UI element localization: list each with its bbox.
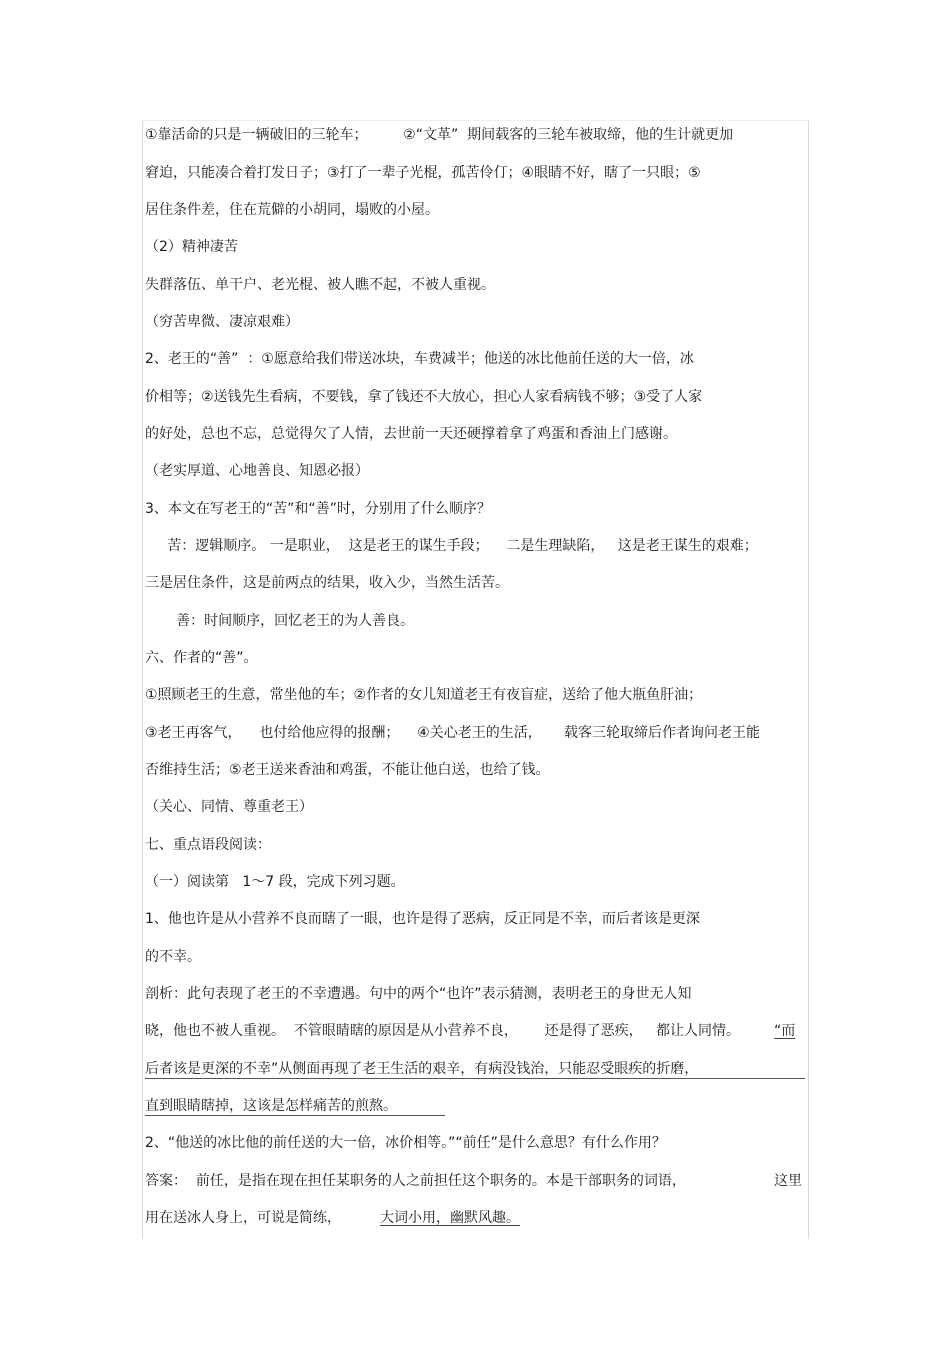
text-line: 的不幸。 [145,949,201,965]
text-line: 2、老王的“善” ：①愿意给我们带送冰块，车费减半；他送的冰比他前任送的大一倍，冰 [145,351,694,367]
text-line: 苦：逻辑顺序。 一是职业， 这是老王的谋生手段； 二是生理缺陷， 这是老王谋生的艰难； [145,538,758,554]
text-line: 居住条件差，住在荒僻的小胡同，塌败的小屋。 [145,202,439,218]
text-line: 否维持生活；⑤老王送来香油和鸡蛋，不能让他白送，也给了钱。 [145,762,550,778]
text-line: 三是居住条件，这是前两点的结果，收入少，当然生活苦。 [145,575,509,591]
subheading: （2）精神凄苦 [145,239,238,255]
text-line: 失群落伍、单干户、老光棍、被人瞧不起，不被人重视。 [145,277,495,293]
question-line: 3、本文在写老王的“苦”和“善”时，分别用了什么顺序？ [145,501,491,517]
underlined-text: 后者该是更深的不幸”从侧面再现了老王生活的艰辛，有病没钱治，只能忍受眼疾的折磨， [145,1061,699,1077]
question-line: 2、“他送的冰比他的前任送的大一倍，冰价相等。”“前任”是什么意思？有什么作用？ [145,1135,666,1151]
summary-line: （关心、同情、尊重老王） [145,799,313,815]
underlined-text: 直到眼睛瞎掉，这该是怎样痛苦的煎熬。 [145,1098,397,1114]
text-line: 价相等；②送钱先生看病，不要钱，拿了钱还不大放心，担心人家看病钱不够；③受了人家 [145,389,703,405]
summary-line: （穷苦卑微、凄凉艰难） [145,314,299,330]
underline-rule [145,1078,805,1079]
underlined-text: “而 [774,1023,796,1039]
text-line: ③老王再客气， 也付给他应得的报酬； ④关心老王的生活， 载客三轮取缔后作者询问老王能 [145,725,760,741]
section-heading: 六、作者的“善”。 [145,650,258,666]
subheading: （一）阅读第 1～7 段，完成下列习题。 [145,874,405,890]
text-line: 窘迫，只能凑合着打发日子；③打了一辈子光棍，孤苦伶仃；④眼睛不好，瞎了一只眼；⑤ [145,165,701,181]
text-line: ①照顾老王的生意，常坐他的车；②作者的女儿知道老王有夜盲症，送给了他大瓶鱼肝油； [145,687,703,703]
answer-line: 答案： 前任，是指在现在担任某职务的人之前担任这个职务的。本是干部职务的词语， [145,1173,686,1189]
section-heading: 七、重点语段阅读： [145,837,271,853]
question-line: 1、他也许是从小营养不良而瞎了一眼，也许是得了恶病，反正同是不幸，而后者该是更深 [145,911,700,927]
analysis-line: 剖析：此句表现了老王的不幸遭遇。句中的两个“也许”表示猜测，表明老王的身世无人知 [145,986,692,1002]
answer-line: 用在送冰人身上，可说是简练， [145,1210,341,1226]
analysis-line: 晓，他也不被人重视。 不管眼睛瞎的原因是从小营养不良， 还是得了恶疾， 都让人同情。 [145,1023,740,1039]
underline-rule [145,1115,445,1116]
summary-line: （老实厚道、心地善良、知恩必报） [145,463,369,479]
answer-line-end: 这里 [774,1173,802,1189]
underlined-text: 大词小用，幽默风趣。 [380,1210,520,1226]
text-line: ①靠活命的只是一辆破旧的三轮车； ②“文革” 期间载客的三轮车被取缔，他的生计就更加 [145,127,734,143]
text-line: 的好处，总也不忘，总觉得欠了人情，去世前一天还硬撑着拿了鸡蛋和香油上门感谢。 [145,426,677,442]
text-line: 善：时间顺序，回忆老王的为人善良。 [145,613,415,629]
